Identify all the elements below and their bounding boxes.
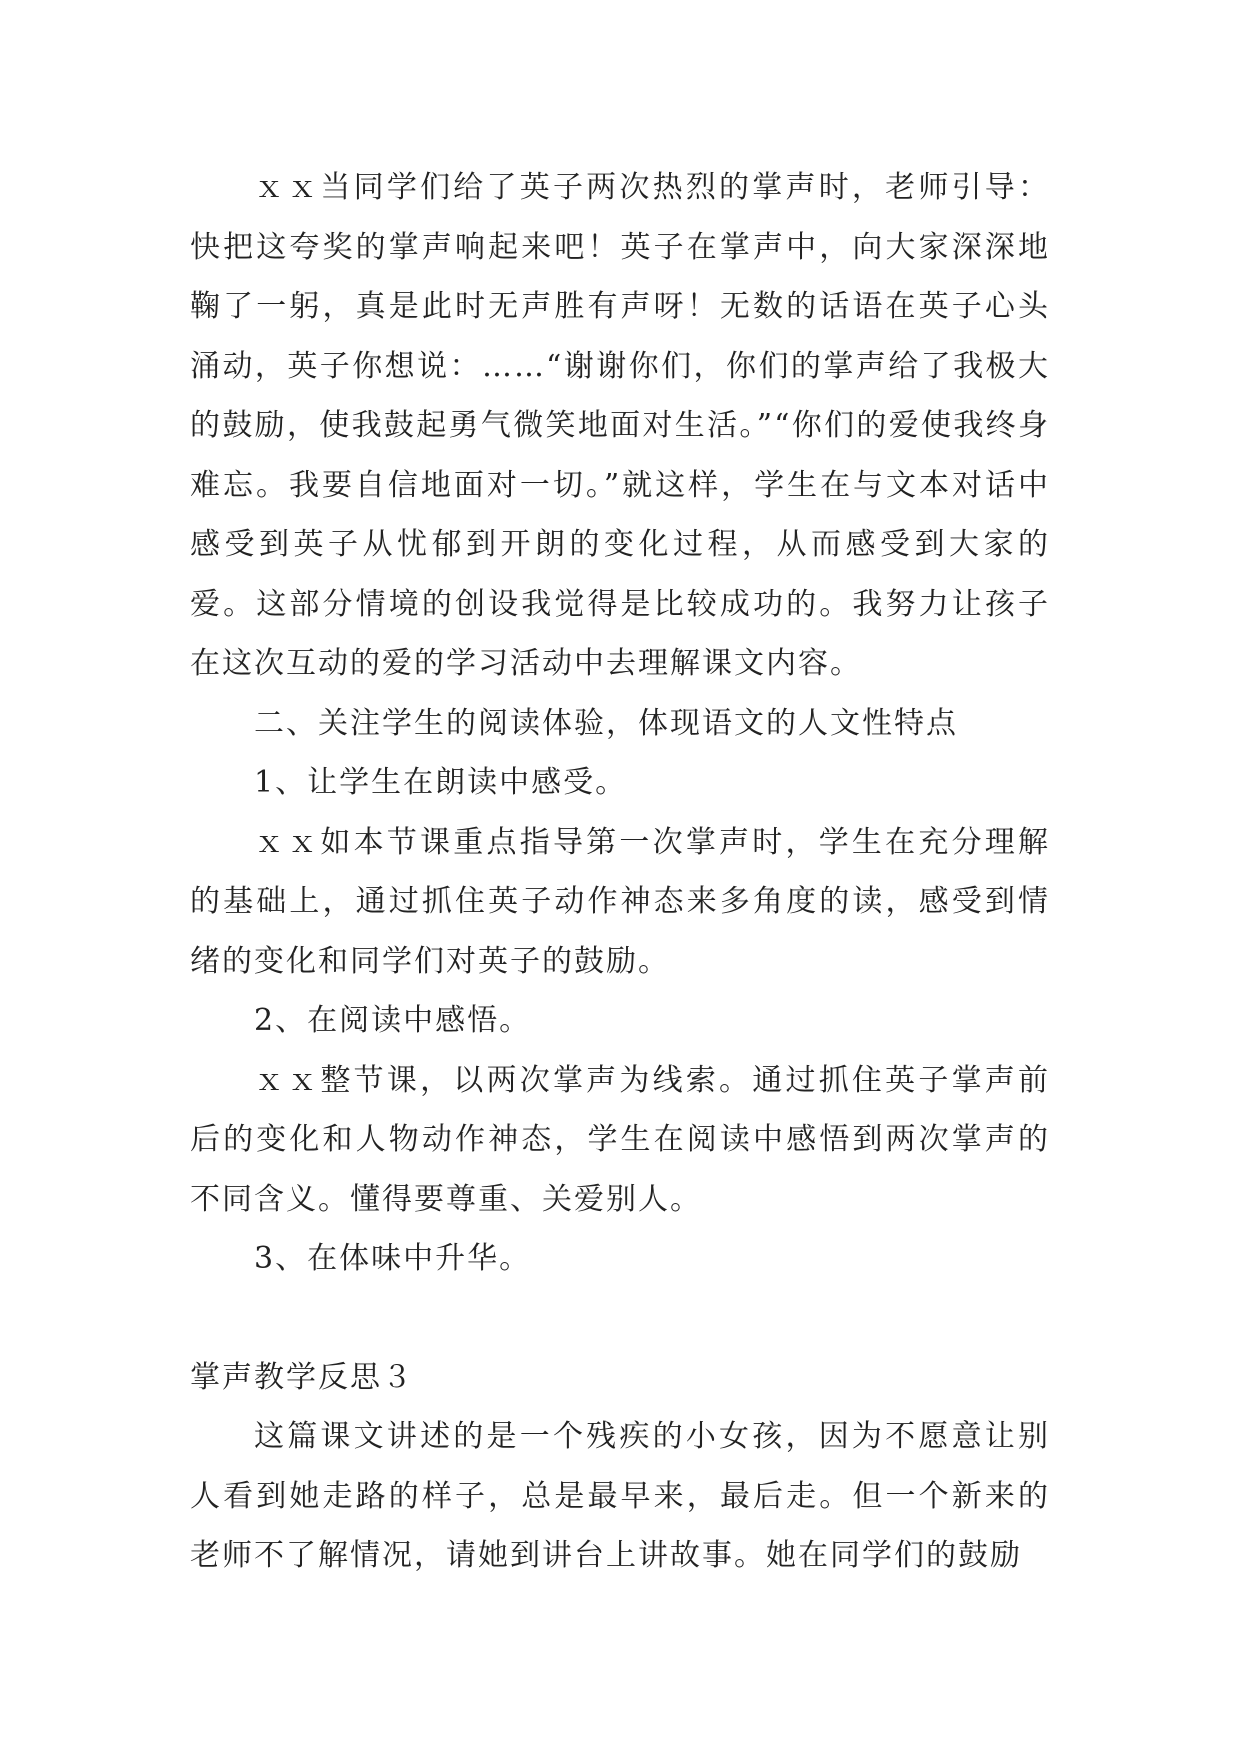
section-title: 掌声教学反思３ <box>190 1359 414 1395</box>
list-item-heading: 2、在阅读中感悟。 <box>254 1003 532 1038</box>
section-spacer <box>190 1289 1050 1348</box>
list-item-heading: 3、在体味中升华。 <box>254 1241 532 1276</box>
paragraph: 这篇课文讲述的是一个残疾的小女孩，因为不愿意让别人看到她走路的样子，总是最早来，最后走。但一个新来的老师不了解情况，请她到讲台上讲故事。她在同学们的鼓励 <box>190 1419 1050 1573</box>
paragraph: ｘｘ整节课，以两次掌声为线索。通过抓住英子掌声前后的变化和人物动作神态，学生在阅读中感悟到两次掌声的不同含义。懂得要尊重、关爱别人。 <box>190 1062 1050 1217</box>
section-subheading: 二、关注学生的阅读体验，体现语文的人文性特点 <box>254 705 958 741</box>
list-item-heading: 1、让学生在朗读中感受。 <box>254 765 628 800</box>
document-body <box>190 158 1050 1586</box>
paragraph: ｘｘ当同学们给了英子两次热烈的掌声时，老师引导：快把这夸奖的掌声响起来吧！英子在掌声中，向大家深深地鞠了一躬，真是此时无声胜有声呀！无数的话语在英子心头涌动，英子你想说：……“谢谢你们，你们的掌声给了我极大的鼓励，使我鼓起勇气微笑地面对生活。”“你们的爱使我终身难忘。我要自信地面对一切。”就这样，学生在与文本对话中感受到英子从忧郁到开朗的变化过程，从而感受到大家的爱。这部分情境的创设我觉得是比较成功的。我努力让孩子在这次互动的爱的学习活动中去理解课文内容。 <box>190 170 1050 681</box>
paragraph: ｘｘ如本节课重点指导第一次掌声时，学生在充分理解的基础上，通过抓住英子动作神态来多角度的读，感受到情绪的变化和同学们对英子的鼓励。 <box>190 824 1050 979</box>
